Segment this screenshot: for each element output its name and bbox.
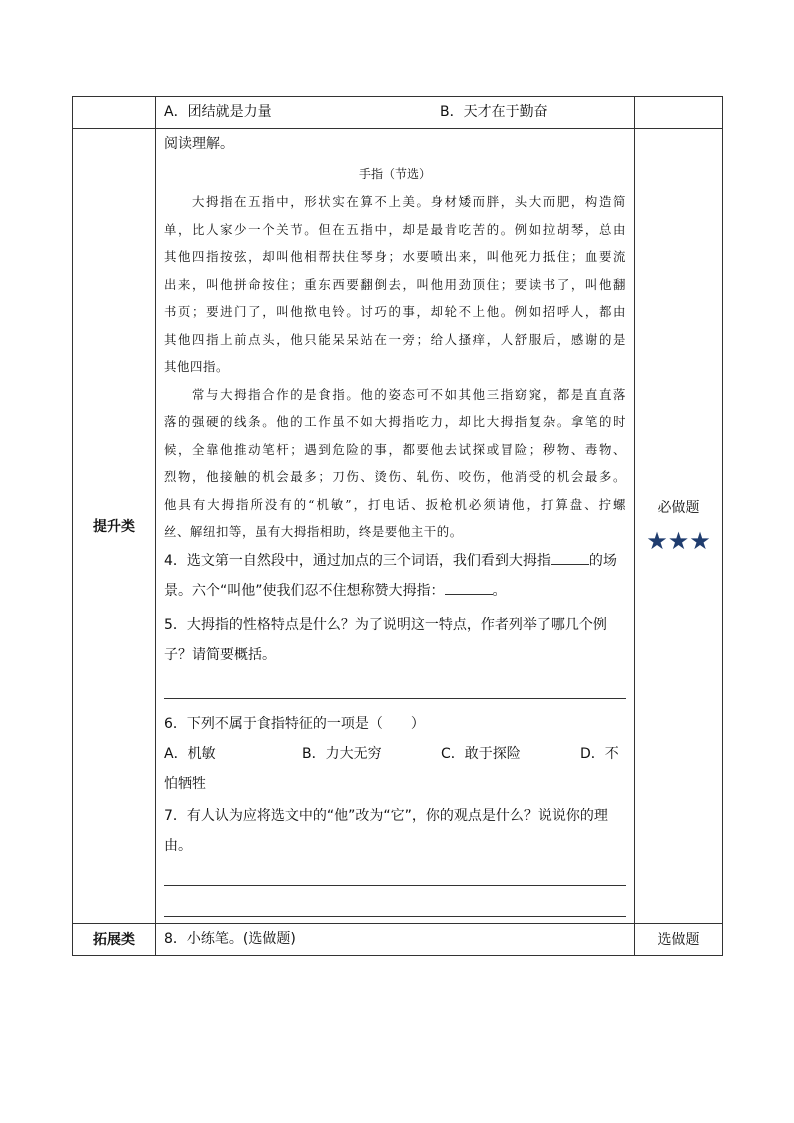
q6-option-c[interactable]: C．敢于探险 xyxy=(441,745,521,762)
question-4-cont: 景。六个“叫他”使我们忍不住想称赞大拇指： 。 xyxy=(164,576,626,606)
question-7-cont: 由。 xyxy=(164,837,192,854)
question-5: 5．大拇指的性格特点是什么？为了说明这一特点，作者列举了哪几个例 xyxy=(164,616,607,633)
improve-row xyxy=(73,129,723,924)
optional-tag: 选做题 xyxy=(635,923,723,955)
improve-label: 提升类 xyxy=(73,129,156,924)
options-row xyxy=(73,97,723,129)
option-b: B．天才在于勤奋 xyxy=(440,104,548,120)
row1-label-cell xyxy=(73,97,156,129)
expand-content xyxy=(156,923,635,955)
question-6-options xyxy=(164,739,626,769)
passage-line: 其他四指上前点头，他只能呆呆站在一旁；给人搔痒，人舒服后，感谢的是 xyxy=(164,331,626,347)
question-6: 6．下列不属于食指特征的一项是（ ） xyxy=(164,715,425,732)
row1-content-cell xyxy=(156,97,635,129)
q6-option-a[interactable]: A．机敏 xyxy=(164,745,216,762)
passage-line: 丝、解纽扣等，虽有大拇指相助，终是要他主干的。 xyxy=(164,524,463,539)
passage-line: 大拇指在五指中，形状实在算不上美。身材矮而胖，头大而肥，构造简 xyxy=(192,194,626,209)
passage-line: 单，比人家少一个关节。但在五指中，却是最肯吃苦的。例如拉胡琴，总由 xyxy=(164,221,626,237)
passage xyxy=(164,188,626,546)
reading-intro: 阅读理解。 xyxy=(164,136,234,152)
passage-line: 落的强硬的线条。他的工作虽不如大拇指吃力，却比大拇指复杂。拿笔的时 xyxy=(164,414,626,429)
passage-line: 他具有大拇指所没有的“机敏”，打电话、扳枪机必须请他，打算盘、拧螺 xyxy=(164,496,626,512)
improve-tag-cell xyxy=(635,129,723,924)
question-4: 4．选文第一自然段中，通过加点的三个词语，我们看到大拇指 的场 xyxy=(164,546,626,576)
question-7: 7．有人认为应将选文中的“他”改为“它”，你的观点是什么？说说你的理 xyxy=(164,807,608,824)
option-a: A．团结就是力量 xyxy=(164,104,272,120)
passage-line: 候，全靠他推动笔杆；遇到危险的事，都要他去试探或冒险；秽物、毒物、 xyxy=(164,441,626,457)
passage-line: 常与大拇指合作的是食指。他的姿态可不如其他三指窈窕，都是直直落 xyxy=(192,386,626,402)
question-5-cont: 子？请简要概括。 xyxy=(164,646,276,663)
expand-row xyxy=(73,923,723,955)
answer-line-5[interactable] xyxy=(164,698,626,699)
passage-line: 烈物，他接触的机会最多；刀伤、烫伤、轧伤、咬伤，他消受的机会最多。 xyxy=(164,469,626,484)
passage-line: 出来，叫他拼命按住；重东西要翻倒去，叫他用劲顶住；要读书了，叫他翻 xyxy=(164,276,626,292)
passage-line: 其他四指按弦，却叫他相帮扶住琴身；水要喷出来，叫他死力抵住；血要流 xyxy=(164,249,626,264)
passage-title: 手指（节选） xyxy=(358,167,431,181)
question-8: 8．小练笔。(选做题) xyxy=(164,930,296,947)
q6-option-d-cont: 怕牺牲 xyxy=(164,775,206,792)
improve-content xyxy=(156,129,635,924)
q6-option-d[interactable]: D．不 xyxy=(580,745,619,762)
answer-blank-4b[interactable] xyxy=(445,578,493,595)
answer-blank-4a[interactable] xyxy=(551,548,589,565)
worksheet-table xyxy=(72,96,723,956)
difficulty-stars-icon: ★★★ xyxy=(646,526,711,555)
required-tag: 必做题 xyxy=(657,499,700,516)
q6-option-b[interactable]: B．力大无穷 xyxy=(302,745,382,762)
expand-label: 拓展类 xyxy=(73,923,156,955)
passage-line: 其他四指。 xyxy=(164,359,229,374)
row1-tag-cell xyxy=(635,97,723,129)
passage-line: 书页；要进门了，叫他揿电铃。讨巧的事，却轮不上他。例如招呼人，都由 xyxy=(164,304,626,319)
